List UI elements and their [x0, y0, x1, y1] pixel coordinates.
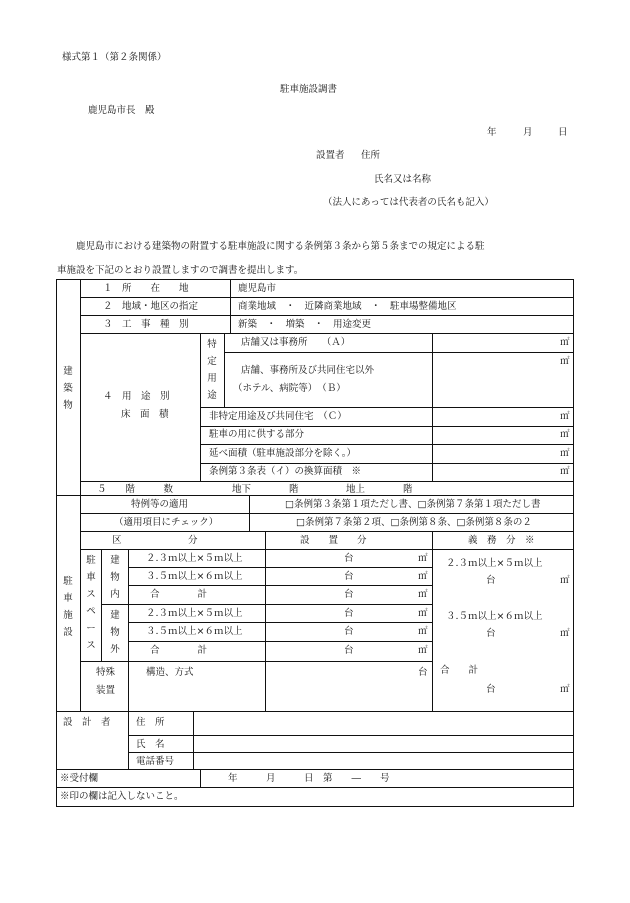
unit-dai: 台: [344, 589, 354, 600]
work-type-options: 新築 ・ 増築 ・ 用途変更: [238, 319, 372, 330]
unit-m2: ㎡: [560, 356, 570, 367]
exception-option-1: □条例第３条第１項ただし書、□条例第７条第１項ただし書: [285, 499, 541, 510]
inside-large-size: ３.５ｍ以上×６ｍ以上: [146, 571, 243, 582]
underground-floors: 地下 階: [232, 484, 299, 495]
reception-value: 年 月 日 第 ― 号: [228, 773, 390, 784]
unit-m2: ㎡: [418, 645, 428, 656]
date-day: 日: [558, 127, 568, 138]
inside-small-size: ２.３ｍ以上×５ｍ以上: [146, 553, 243, 564]
date-year: 年: [487, 127, 497, 138]
zone-options: 商業地域 ・ 近隣商業地域 ・ 駐車場整備地区: [238, 301, 457, 312]
unit-m2: ㎡: [560, 448, 570, 459]
page-title: 駐車施設調書: [280, 84, 338, 95]
designer-address-label: 住 所: [136, 717, 165, 728]
parking-part-label: 駐車の用に供する部分: [209, 429, 305, 440]
address-label: 住所: [361, 150, 381, 161]
addressee: 鹿児島市長 殿: [88, 105, 155, 116]
obligation-large-size: ３.５ｍ以上×６ｍ以上: [446, 611, 543, 622]
special-use-label: 特定用途: [207, 339, 217, 401]
column-installed: 設 置 分: [300, 535, 367, 546]
inside-building-label: 建物内: [110, 555, 120, 600]
building-section-label: 建築物: [63, 366, 73, 411]
zone-label: ２ 地域・地区の指定: [103, 301, 199, 312]
unit-m2: ㎡: [560, 684, 570, 695]
parking-space-label: 駐車スペース: [86, 555, 96, 651]
unit-m2: ㎡: [560, 411, 570, 422]
unit-dai: 台: [486, 628, 496, 639]
intro-line-2: 車施設を下記のとおり設置しますので調書を提出します。: [57, 265, 304, 276]
floor-area-label-1: ４ 用 途 別: [103, 391, 170, 402]
structure-label: 構造、方式: [146, 667, 194, 678]
representative-note: （法人にあっては代表者の氏名も記入）: [323, 197, 494, 208]
obligation-small-size: ２.３ｍ以上×５ｍ以上: [446, 558, 543, 569]
floor-area-label-2: 床 面 積: [121, 409, 169, 420]
use-c-label: 非特定用途及び共同住宅 （Ｃ）: [209, 411, 347, 422]
parking-section-label: 駐車施設: [63, 576, 73, 638]
unit-m2: ㎡: [418, 589, 428, 600]
outside-total: 合 計: [150, 645, 208, 656]
location-label: １ 所 在 地: [103, 283, 189, 294]
name-label: 氏名又は名称: [374, 174, 432, 185]
unit-dai: 台: [418, 667, 428, 678]
use-b-label-2: （ホテル、病院等） （Ｂ）: [233, 383, 346, 394]
unit-m2: ㎡: [418, 608, 428, 619]
inside-total: 合 計: [150, 589, 208, 600]
floors-label: ５ 階 数: [97, 484, 174, 495]
use-a-label: 店舗又は事務所 （Ａ）: [241, 337, 351, 348]
unit-m2: ㎡: [560, 628, 570, 639]
unit-m2: ㎡: [560, 337, 570, 348]
converted-area-label: 条例第３条表（イ）の換算面積 ※: [209, 466, 362, 477]
column-obligation: 義 務 分 ※: [468, 535, 535, 546]
unit-dai: 台: [344, 626, 354, 637]
exception-note: （適用項目にチェック）: [114, 517, 219, 528]
exception-option-2: □条例第７条第２項、□条例第８条、□条例第８条の２: [296, 517, 532, 528]
unit-m2: ㎡: [560, 429, 570, 440]
unit-dai: 台: [486, 684, 496, 695]
total-floor-label: 延べ面積（駐車施設部分を除く。）: [209, 448, 357, 459]
unit-dai: 台: [344, 571, 354, 582]
unit-dai: 台: [344, 645, 354, 656]
location-value: 鹿児島市: [238, 283, 277, 294]
unit-dai: 台: [486, 575, 496, 586]
work-type-label: ３ 工 事 種 別: [103, 319, 189, 330]
special-device-label-2: 装置: [96, 685, 116, 696]
date-month: 月: [523, 127, 533, 138]
special-device-label-1: 特殊: [96, 667, 116, 678]
exception-label: 特例等の適用: [131, 499, 189, 510]
unit-dai: 台: [344, 553, 354, 564]
unit-m2: ㎡: [560, 466, 570, 477]
outside-small-size: ２.３ｍ以上×５ｍ以上: [146, 608, 243, 619]
outside-large-size: ３.５ｍ以上×６ｍ以上: [146, 626, 243, 637]
intro-line-1: 鹿児島市における建築物の附置する駐車施設に関する条例第３条から第５条までの規定による駐: [76, 241, 485, 252]
unit-m2: ㎡: [418, 626, 428, 637]
reception-label: ※受付欄: [60, 773, 99, 784]
unit-m2: ㎡: [560, 575, 570, 586]
obligation-total: 合 計: [440, 665, 479, 676]
unit-m2: ㎡: [418, 571, 428, 582]
unit-dai: 台: [344, 608, 354, 619]
installer-label: 設置者: [316, 150, 345, 161]
form-number: 様式第１（第２条関係）: [62, 52, 167, 63]
designer-phone-label: 電話番号: [136, 756, 175, 767]
use-b-label-1: 店舗、事務所及び共同住宅以外: [241, 365, 375, 376]
unit-m2: ㎡: [418, 553, 428, 564]
designer-name-label: 氏 名: [136, 739, 165, 750]
aboveground-floors: 地上 階: [346, 484, 413, 495]
column-category: 区 分: [112, 535, 198, 546]
footer-note: ※印の欄は記入しないこと。: [60, 791, 184, 802]
designer-label: 設 計 者: [63, 717, 111, 728]
outside-building-label: 建物外: [110, 610, 120, 655]
